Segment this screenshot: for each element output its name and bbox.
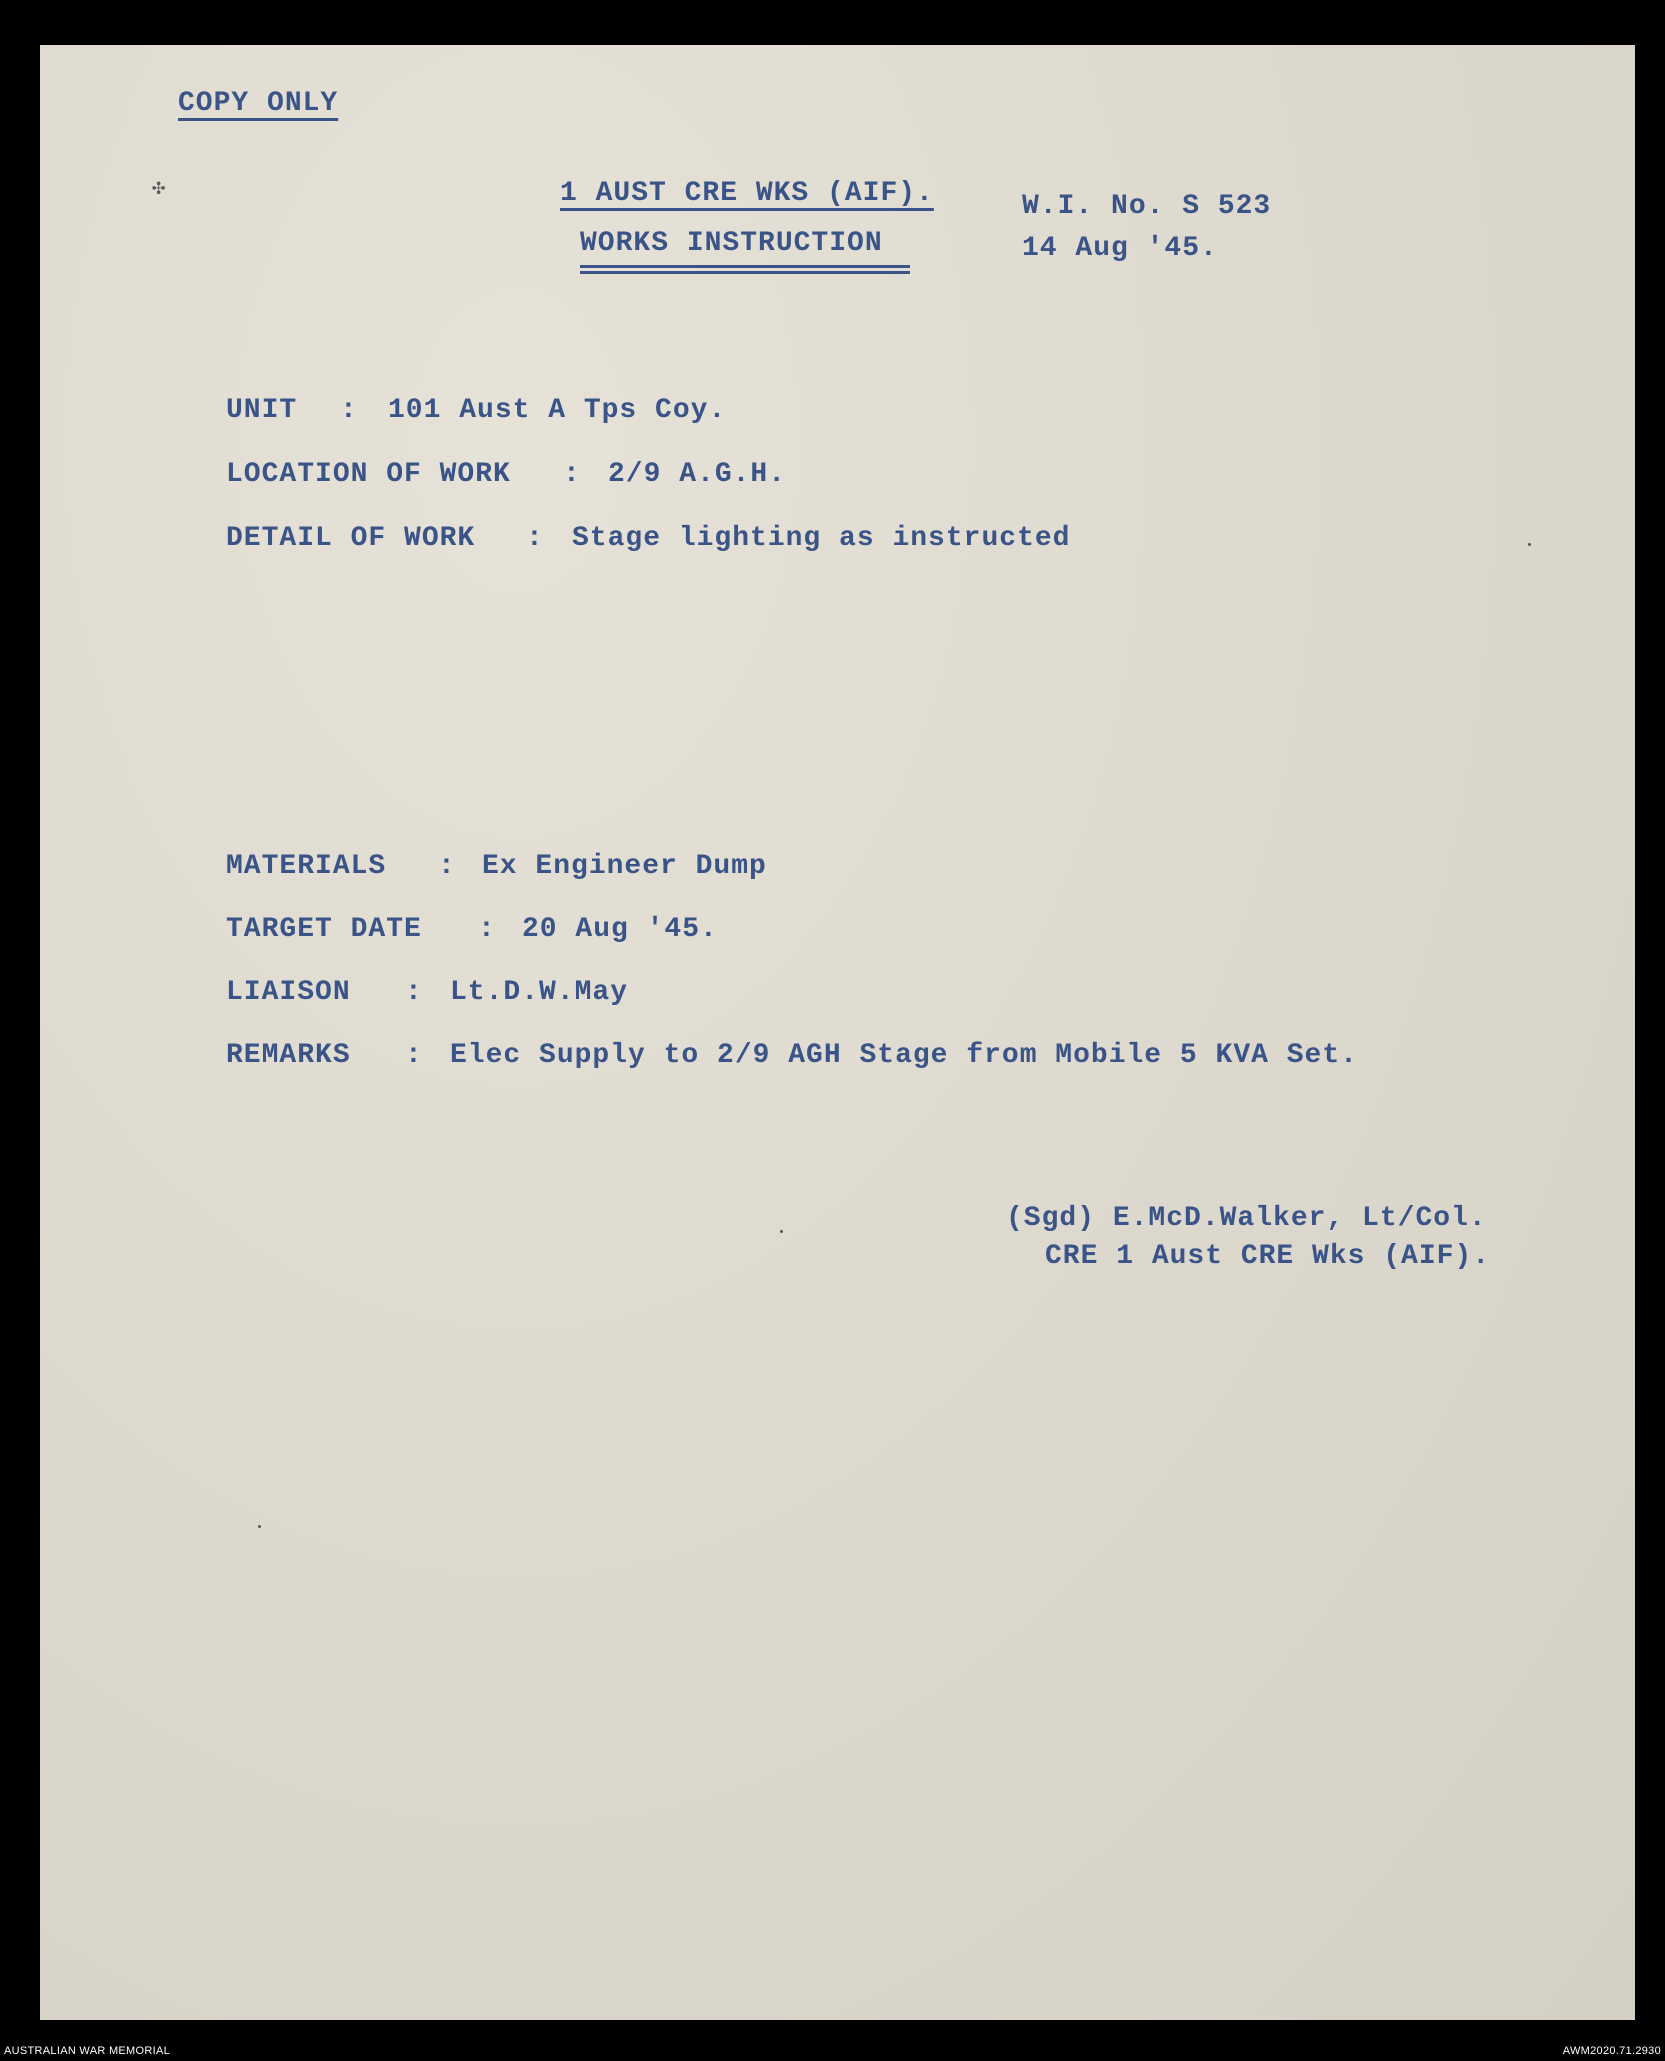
field-value: Ex Engineer Dump — [482, 851, 767, 882]
field-value: Stage lighting as instructed — [572, 523, 1071, 554]
field-separator: : — [405, 977, 423, 1008]
footer-institution: AUSTRALIAN WAR MEMORIAL — [4, 2045, 171, 2057]
paper-speck — [258, 1525, 261, 1528]
field-label: REMARKS — [226, 1040, 351, 1071]
doc-date: 14 Aug '45. — [1022, 233, 1218, 264]
document-page — [40, 45, 1635, 2020]
field-value: Elec Supply to 2/9 AGH Stage from Mobile 5 KVA Set. — [450, 1040, 1358, 1071]
field-label: UNIT — [226, 395, 298, 426]
field-value: Lt.D.W.May — [450, 977, 629, 1008]
field-separator: : — [563, 459, 581, 490]
field-separator: : — [405, 1040, 423, 1071]
field-label: LIAISON — [226, 977, 351, 1008]
doc-title-underline-1 — [580, 265, 910, 268]
field-label: MATERIALS — [226, 851, 387, 882]
doc-title-underline-2 — [580, 271, 910, 274]
signature-line-1: (Sgd) E.McD.Walker, Lt/Col. — [1006, 1203, 1487, 1234]
field-label: TARGET DATE — [226, 914, 422, 945]
field-value: 20 Aug '45. — [522, 914, 718, 945]
field-separator: : — [340, 395, 358, 426]
field-separator: : — [438, 851, 456, 882]
doc-title: WORKS INSTRUCTION — [580, 228, 883, 259]
copy-only-label: COPY ONLY — [178, 88, 339, 119]
paper-speck — [780, 1230, 783, 1233]
field-value: 2/9 A.G.H. — [608, 459, 787, 490]
field-separator: : — [478, 914, 496, 945]
field-separator: : — [526, 523, 544, 554]
signature-line-2: CRE 1 Aust CRE Wks (AIF). — [1045, 1241, 1491, 1272]
footer-accession-number: AWM2020.71.2930 — [1562, 2045, 1661, 2057]
paper-speck — [1528, 543, 1531, 546]
field-label: LOCATION OF WORK — [226, 459, 511, 490]
field-value: 101 Aust A Tps Coy. — [388, 395, 727, 426]
paper-blemish: ✣ — [152, 176, 166, 201]
org-title: 1 AUST CRE WKS (AIF). — [560, 178, 934, 209]
field-label: DETAIL OF WORK — [226, 523, 476, 554]
wi-number: W.I. No. S 523 — [1022, 191, 1272, 222]
